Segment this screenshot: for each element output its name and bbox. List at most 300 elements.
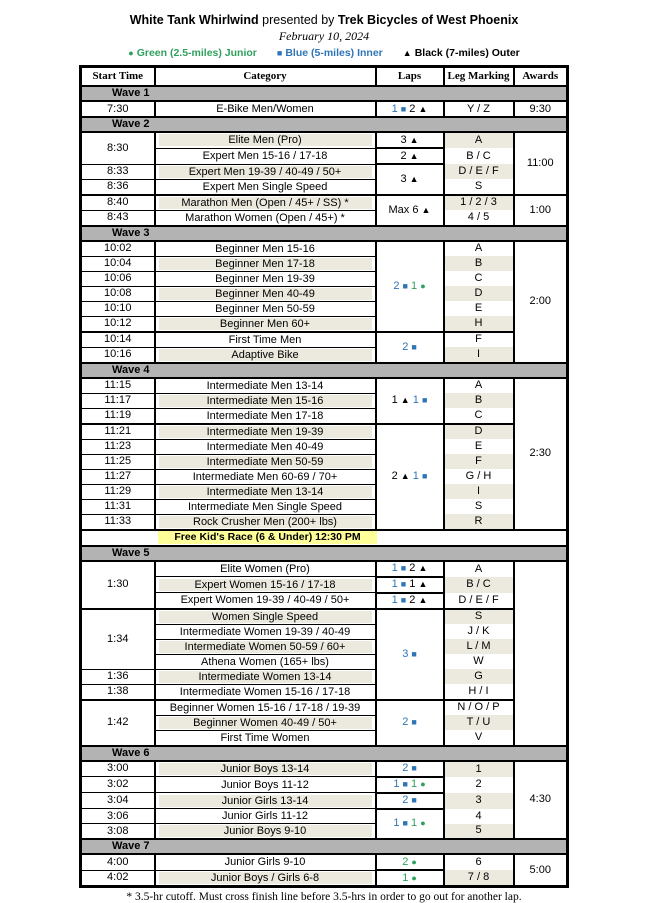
lap-shape-icon: ■ bbox=[400, 103, 407, 114]
start-time-cell: 10:02 bbox=[81, 241, 155, 257]
lap-shape-icon: ▲ bbox=[418, 579, 428, 589]
lap-count: 1 bbox=[391, 578, 398, 590]
category-text: Elite Men (Pro) bbox=[159, 134, 372, 146]
legend-shape-icon: ■ bbox=[276, 48, 283, 58]
start-time-cell: 3:06 bbox=[81, 809, 155, 824]
category-cell bbox=[155, 730, 376, 746]
category-text: Intermediate Men 60-69 / 70+ bbox=[192, 470, 338, 483]
leg-marking-cell: A bbox=[444, 132, 514, 148]
start-time-cell: 10:12 bbox=[81, 316, 155, 332]
leg-marking-cell: W bbox=[444, 654, 514, 669]
laps-cell bbox=[376, 101, 444, 117]
leg-marking-cell: V bbox=[444, 730, 514, 746]
start-time-cell: 10:16 bbox=[81, 347, 155, 363]
category-text: Junior Girls 9-10 bbox=[224, 856, 306, 869]
leg-marking-cell: N / O / P bbox=[444, 700, 514, 716]
table-row bbox=[81, 715, 568, 730]
table-row bbox=[81, 241, 568, 257]
lap-count: 1 bbox=[411, 279, 418, 292]
lap-count: 2 bbox=[400, 149, 407, 162]
start-time-cell: 8:40 bbox=[81, 195, 155, 211]
lap-shape-icon: ■ bbox=[402, 779, 408, 789]
lap-shape-icon: ▲ bbox=[409, 150, 419, 161]
awards-cell: 4:30 bbox=[514, 761, 568, 840]
category-cell bbox=[155, 301, 376, 316]
wave-band-row bbox=[81, 839, 568, 854]
start-time-cell: 1:42 bbox=[81, 700, 155, 746]
category-text: Intermediate Men 17-18 bbox=[206, 409, 324, 422]
table-row bbox=[81, 454, 568, 469]
leg-marking-cell: C bbox=[444, 408, 514, 424]
category-text: Expert Men 15-16 / 17-18 bbox=[202, 150, 328, 162]
leg-marking-cell: B / C bbox=[444, 577, 514, 593]
start-time-cell: 8:33 bbox=[81, 164, 155, 179]
lap-shape-icon: ▲ bbox=[409, 134, 419, 145]
category-cell bbox=[155, 809, 376, 824]
leg-marking-cell: D / E / F bbox=[444, 593, 514, 609]
table-row bbox=[81, 577, 568, 593]
event-name: White Tank Whirlwind bbox=[129, 13, 259, 27]
category-text: Intermediate Men 15-16 bbox=[159, 395, 372, 407]
wave-label: Wave 5 bbox=[81, 546, 568, 561]
lap-count: 1 bbox=[402, 871, 409, 884]
table-row bbox=[81, 809, 568, 824]
table-row bbox=[81, 793, 568, 809]
table-row bbox=[81, 347, 568, 363]
category-cell bbox=[155, 347, 376, 363]
laps-cell bbox=[376, 241, 444, 332]
start-time-cell: 11:29 bbox=[81, 484, 155, 499]
start-time-cell: 10:04 bbox=[81, 256, 155, 271]
category-cell bbox=[155, 609, 376, 625]
start-time-cell: 1:30 bbox=[81, 561, 155, 609]
category-cell bbox=[155, 286, 376, 301]
start-time-cell: 10:06 bbox=[81, 271, 155, 286]
category-cell bbox=[155, 700, 376, 716]
laps-cell bbox=[376, 132, 444, 148]
table-row bbox=[81, 424, 568, 440]
table-row bbox=[81, 730, 568, 746]
lap-count: 2 bbox=[393, 279, 400, 292]
table-row bbox=[81, 256, 568, 271]
lap-count: 1 bbox=[393, 778, 400, 790]
leg-marking-cell: B / C bbox=[444, 148, 514, 164]
lap-count: 1 bbox=[391, 562, 398, 574]
category-text: Intermediate Women 15-16 / 17-18 bbox=[179, 685, 351, 698]
leg-marking-cell: B bbox=[444, 256, 514, 271]
lap-count: 2 bbox=[409, 594, 416, 606]
category-cell bbox=[155, 469, 376, 484]
table-row bbox=[81, 164, 568, 179]
header-row bbox=[81, 67, 568, 87]
legend-item bbox=[403, 47, 520, 60]
laps-cell bbox=[376, 164, 444, 195]
category-cell bbox=[155, 870, 376, 887]
wave-label: Wave 6 bbox=[81, 746, 568, 761]
lap-shape-icon: ● bbox=[411, 872, 417, 883]
category-text: Intermediate Men 19-39 bbox=[159, 426, 372, 438]
category-cell bbox=[155, 761, 376, 777]
table-body bbox=[81, 86, 568, 887]
category-text: Intermediate Men 13-14 bbox=[159, 486, 372, 498]
category-cell bbox=[155, 777, 376, 793]
wave-label: Wave 7 bbox=[81, 839, 568, 854]
leg-marking-cell: I bbox=[444, 347, 514, 363]
leg-marking-cell: J / K bbox=[444, 624, 514, 639]
laps-cell bbox=[376, 777, 444, 793]
category-text: Intermediate Women 13-14 bbox=[159, 671, 372, 683]
table-row bbox=[81, 393, 568, 408]
category-cell bbox=[155, 424, 376, 440]
leg-marking-cell: 5 bbox=[444, 824, 514, 840]
category-text: Junior Boys / Girls 6-8 bbox=[159, 872, 372, 884]
laps-cell bbox=[376, 148, 444, 164]
leg-marking-cell: 3 bbox=[444, 793, 514, 809]
leg-marking-cell: B bbox=[444, 393, 514, 408]
table-row bbox=[81, 301, 568, 316]
wave-band-row bbox=[81, 546, 568, 561]
awards-cell bbox=[514, 561, 568, 746]
start-time-cell: 1:34 bbox=[81, 609, 155, 670]
lap-shape-icon: ■ bbox=[411, 795, 417, 805]
leg-marking-cell: G bbox=[444, 669, 514, 684]
table-row bbox=[81, 654, 568, 669]
category-text: Expert Men Single Speed bbox=[202, 180, 328, 193]
start-time-cell: 4:00 bbox=[81, 854, 155, 870]
category-cell bbox=[155, 854, 376, 870]
table-row bbox=[81, 378, 568, 394]
category-text: Beginner Men 19-39 bbox=[215, 272, 315, 285]
category-text: Beginner Men 40-49 bbox=[159, 288, 372, 300]
lap-shape-icon: ▲ bbox=[409, 173, 419, 184]
category-cell bbox=[155, 132, 376, 148]
kids-race-row bbox=[81, 530, 568, 546]
awards-cell: 5:00 bbox=[514, 854, 568, 887]
category-text: Elite Women (Pro) bbox=[220, 562, 310, 575]
lap-shape-icon: ■ bbox=[411, 648, 417, 659]
category-cell bbox=[155, 639, 376, 654]
laps-cell bbox=[376, 424, 444, 530]
table-row bbox=[81, 499, 568, 514]
category-cell bbox=[155, 715, 376, 730]
category-cell bbox=[155, 241, 376, 257]
category-text: Beginner Men 17-18 bbox=[159, 258, 372, 270]
category-text: E-Bike Men/Women bbox=[216, 103, 314, 115]
table-header bbox=[81, 67, 568, 87]
legend-label: Green (2.5-miles) Junior bbox=[136, 47, 257, 59]
category-text: Junior Boys 11-12 bbox=[221, 778, 309, 791]
wave-band-row bbox=[81, 117, 568, 132]
category-cell bbox=[155, 793, 376, 809]
category-cell bbox=[155, 499, 376, 514]
page-title bbox=[0, 13, 648, 28]
category-cell bbox=[155, 164, 376, 179]
category-cell bbox=[155, 256, 376, 271]
leg-marking-cell: H bbox=[444, 316, 514, 332]
lap-shape-icon: ■ bbox=[421, 395, 428, 405]
sponsor-name: Trek Bicycles of West Phoenix bbox=[337, 13, 519, 27]
table-row bbox=[81, 777, 568, 793]
lap-shape-icon: ▲ bbox=[421, 204, 431, 215]
table-row bbox=[81, 148, 568, 164]
laps-cell bbox=[376, 700, 444, 746]
category-cell bbox=[155, 439, 376, 454]
start-time-cell: 11:17 bbox=[81, 393, 155, 408]
kids-race-banner: Free Kid's Race (6 & Under) 12:30 PM bbox=[158, 531, 377, 544]
category-text: Junior Boys 13-14 bbox=[159, 763, 372, 775]
category-text: Rock Crusher Men (200+ lbs) bbox=[159, 516, 372, 528]
column-header: Laps bbox=[376, 67, 444, 87]
start-time-cell: 8:43 bbox=[81, 210, 155, 226]
table-row bbox=[81, 484, 568, 499]
category-text: First Time Women bbox=[220, 731, 310, 744]
table-row bbox=[81, 332, 568, 348]
schedule-table bbox=[79, 65, 569, 888]
leg-marking-cell: I bbox=[444, 484, 514, 499]
table-row bbox=[81, 684, 568, 700]
leg-marking-cell: F bbox=[444, 454, 514, 469]
start-time-cell: 7:30 bbox=[81, 101, 155, 117]
table-row bbox=[81, 669, 568, 684]
laps-cell bbox=[376, 854, 444, 870]
awards-cell: 9:30 bbox=[514, 101, 568, 117]
wave-label: Wave 3 bbox=[81, 226, 568, 241]
category-text: Beginner Men 50-59 bbox=[215, 302, 315, 315]
lap-shape-icon: ● bbox=[411, 856, 417, 867]
category-cell bbox=[155, 624, 376, 639]
start-time-cell: 4:02 bbox=[81, 870, 155, 887]
leg-marking-cell: F bbox=[444, 332, 514, 348]
category-text: Intermediate Men Single Speed bbox=[187, 500, 343, 513]
table-row bbox=[81, 271, 568, 286]
category-cell bbox=[155, 179, 376, 195]
leg-marking-cell: H / I bbox=[444, 684, 514, 700]
table-row bbox=[81, 286, 568, 301]
laps-cell bbox=[376, 761, 444, 777]
column-header: Leg Marking bbox=[444, 67, 514, 87]
lap-shape-icon: ▲ bbox=[418, 103, 428, 114]
category-cell bbox=[155, 593, 376, 609]
lap-count: 2 bbox=[402, 716, 409, 728]
start-time-cell: 3:04 bbox=[81, 793, 155, 809]
category-text: First Time Men bbox=[228, 333, 302, 346]
category-text: Marathon Men (Open / 45+ / SS) * bbox=[159, 197, 372, 209]
leg-marking-cell: S bbox=[444, 609, 514, 625]
lap-shape-icon: ■ bbox=[411, 717, 417, 727]
table-row bbox=[81, 195, 568, 211]
lap-shape-icon: ■ bbox=[421, 471, 428, 481]
leg-marking-cell: C bbox=[444, 271, 514, 286]
table-row bbox=[81, 700, 568, 716]
course-legend bbox=[0, 47, 648, 60]
lap-shape-icon: ■ bbox=[411, 341, 417, 352]
lap-count: 1 bbox=[391, 102, 398, 115]
table-row bbox=[81, 316, 568, 332]
start-time-cell: 11:15 bbox=[81, 378, 155, 394]
lap-count: 2 bbox=[391, 470, 398, 482]
lap-count: 1 bbox=[411, 778, 418, 790]
category-cell bbox=[155, 669, 376, 684]
category-cell bbox=[155, 210, 376, 226]
legend-item bbox=[277, 47, 383, 60]
laps-cell bbox=[376, 870, 444, 887]
category-cell bbox=[155, 393, 376, 408]
category-cell bbox=[155, 454, 376, 469]
legend-shape-icon: ▲ bbox=[402, 48, 412, 58]
category-text: Beginner Women 15-16 / 17-18 / 19-39 bbox=[169, 701, 361, 714]
leg-marking-cell: D / E / F bbox=[444, 164, 514, 179]
start-time-cell: 11:23 bbox=[81, 439, 155, 454]
table-row bbox=[81, 132, 568, 148]
category-cell bbox=[155, 561, 376, 577]
awards-cell: 2:30 bbox=[514, 378, 568, 530]
lap-count: 1 bbox=[391, 394, 398, 406]
leg-marking-cell: T / U bbox=[444, 715, 514, 730]
category-cell bbox=[155, 332, 376, 348]
wave-band-row bbox=[81, 86, 568, 101]
category-text: Junior Girls 11-12 bbox=[222, 810, 308, 822]
event-date: February 10, 2024 bbox=[278, 29, 370, 43]
wave-band-row bbox=[81, 226, 568, 241]
start-time-cell: 11:25 bbox=[81, 454, 155, 469]
lap-shape-icon: ● bbox=[420, 779, 426, 789]
laps-cell bbox=[376, 332, 444, 363]
start-time-cell: 3:00 bbox=[81, 761, 155, 777]
wave-label: Wave 4 bbox=[81, 363, 568, 378]
leg-marking-cell: A bbox=[444, 561, 514, 577]
column-header: Start Time bbox=[81, 67, 155, 87]
lap-shape-icon: ■ bbox=[400, 579, 407, 589]
lap-shape-icon: ▲ bbox=[400, 471, 410, 481]
leg-marking-cell: 4 / 5 bbox=[444, 210, 514, 226]
column-header: Category bbox=[155, 67, 376, 87]
leg-marking-cell: 4 bbox=[444, 809, 514, 824]
category-cell bbox=[155, 654, 376, 669]
lap-count: 1 bbox=[393, 817, 400, 830]
start-time-cell: 1:38 bbox=[81, 684, 155, 700]
lap-count: 2 bbox=[409, 102, 416, 115]
wave-band-row bbox=[81, 363, 568, 378]
category-text: Beginner Men 15-16 bbox=[215, 242, 315, 255]
table-row bbox=[81, 561, 568, 577]
lap-count: 1 bbox=[411, 817, 418, 830]
laps-cell bbox=[376, 195, 444, 226]
category-text: Intermediate Men 50-59 bbox=[159, 456, 372, 468]
category-text: Intermediate Men 13-14 bbox=[206, 379, 324, 392]
start-time-cell: 8:30 bbox=[81, 132, 155, 164]
start-time-cell: 11:33 bbox=[81, 514, 155, 530]
start-time-cell: 8:36 bbox=[81, 179, 155, 195]
table-row bbox=[81, 101, 568, 117]
start-time-cell: 11:31 bbox=[81, 499, 155, 514]
laps-cell bbox=[376, 593, 444, 609]
table-row bbox=[81, 469, 568, 484]
start-time-cell: 10:14 bbox=[81, 332, 155, 348]
table-row bbox=[81, 593, 568, 609]
lap-shape-icon: ■ bbox=[411, 763, 417, 773]
lap-shape-icon: ▲ bbox=[418, 595, 428, 605]
leg-marking-cell: 2 bbox=[444, 777, 514, 793]
lap-count: 2 bbox=[402, 794, 409, 806]
laps-cell bbox=[376, 809, 444, 840]
category-text: Beginner Women 40-49 / 50+ bbox=[159, 717, 372, 729]
leg-marking-cell: Y / Z bbox=[444, 101, 514, 117]
start-time-cell: 10:10 bbox=[81, 301, 155, 316]
category-text: Expert Men 19-39 / 40-49 / 50+ bbox=[159, 166, 372, 178]
category-cell bbox=[155, 514, 376, 530]
category-text: Adaptive Bike bbox=[159, 349, 372, 361]
presented-by-text: presented by bbox=[258, 13, 338, 27]
start-time-cell: 11:19 bbox=[81, 408, 155, 424]
category-cell bbox=[155, 271, 376, 286]
category-text: Expert Women 19-39 / 40-49 / 50+ bbox=[180, 594, 350, 607]
table-row bbox=[81, 624, 568, 639]
leg-marking-cell: L / M bbox=[444, 639, 514, 654]
table-row bbox=[81, 210, 568, 226]
category-text: Athena Women (165+ lbs) bbox=[201, 655, 329, 668]
category-cell bbox=[155, 195, 376, 211]
start-time-cell: 1:36 bbox=[81, 669, 155, 684]
leg-marking-cell: 7 / 8 bbox=[444, 870, 514, 887]
leg-marking-cell: 1 bbox=[444, 761, 514, 777]
table-row bbox=[81, 639, 568, 654]
leg-marking-cell: A bbox=[444, 241, 514, 257]
leg-marking-cell: 1 / 2 / 3 bbox=[444, 195, 514, 211]
lap-count: 2 bbox=[402, 340, 409, 353]
category-text: Marathon Women (Open / 45+) * bbox=[185, 211, 345, 224]
lap-shape-icon: ● bbox=[420, 280, 426, 291]
category-cell bbox=[155, 577, 376, 593]
category-cell bbox=[155, 684, 376, 700]
wave-band-row bbox=[81, 746, 568, 761]
laps-cell bbox=[376, 577, 444, 593]
category-cell bbox=[155, 378, 376, 394]
category-text: Intermediate Women 19-39 / 40-49 bbox=[179, 625, 351, 638]
table-row bbox=[81, 870, 568, 887]
table-row bbox=[81, 609, 568, 625]
lap-shape-icon: ● bbox=[420, 818, 426, 829]
table-row bbox=[81, 514, 568, 530]
lap-count: 2 bbox=[402, 855, 409, 868]
leg-marking-cell: S bbox=[444, 499, 514, 514]
legend-item bbox=[128, 47, 257, 60]
lap-shape-icon: ■ bbox=[402, 818, 408, 829]
lap-count: Max 6 bbox=[388, 203, 419, 216]
category-text: Junior Boys 9-10 bbox=[159, 825, 372, 837]
kids-race-cell bbox=[81, 530, 568, 546]
lap-count: 3 bbox=[400, 133, 407, 146]
start-time-cell: 10:08 bbox=[81, 286, 155, 301]
start-time-cell: 11:21 bbox=[81, 424, 155, 440]
lap-count: 1 bbox=[412, 394, 419, 406]
table-row bbox=[81, 761, 568, 777]
category-cell bbox=[155, 824, 376, 840]
lap-shape-icon: ■ bbox=[402, 280, 408, 291]
lap-shape-icon: ▲ bbox=[400, 395, 410, 405]
start-time-cell: 3:08 bbox=[81, 824, 155, 840]
category-text: Women Single Speed bbox=[159, 611, 372, 623]
lap-count: 2 bbox=[402, 762, 409, 774]
awards-cell: 11:00 bbox=[514, 132, 568, 195]
start-time-cell: 3:02 bbox=[81, 777, 155, 793]
start-time-cell: 11:27 bbox=[81, 469, 155, 484]
category-text: Intermediate Women 50-59 / 60+ bbox=[159, 641, 372, 653]
table-row bbox=[81, 408, 568, 424]
wave-label: Wave 1 bbox=[81, 86, 568, 101]
lap-count: 3 bbox=[400, 172, 407, 185]
wave-label: Wave 2 bbox=[81, 117, 568, 132]
leg-marking-cell: E bbox=[444, 439, 514, 454]
